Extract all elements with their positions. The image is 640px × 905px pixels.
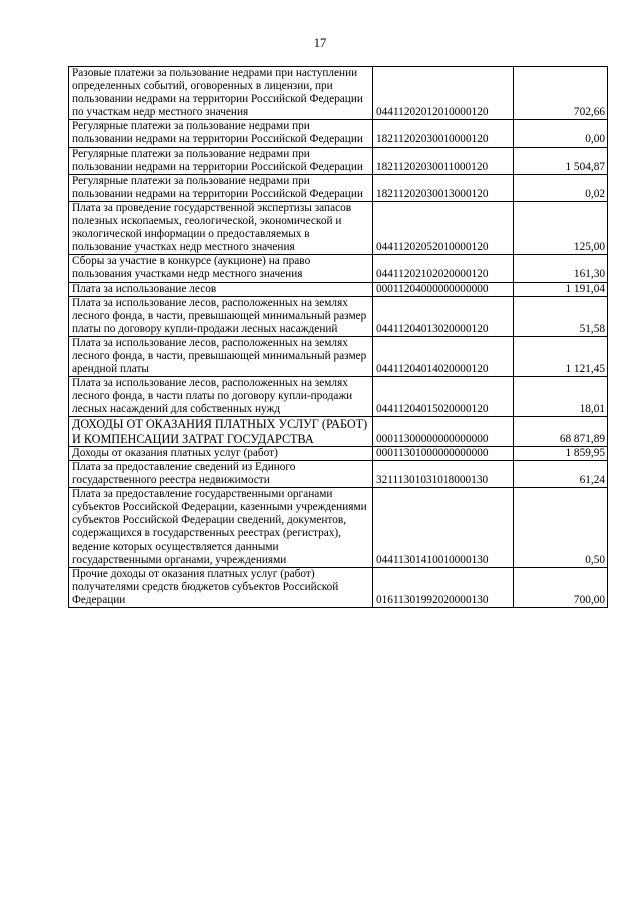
amount: 702,66: [514, 67, 608, 120]
amount: 18,01: [514, 377, 608, 417]
revenue-name: Плата за предоставление государственными органами субъектов Российской Федерации, казенными учреждениями субъектов Российской Федерации сведений, документов, содержащихся в государственных реестрах (регистрах), ведение которых осуществляется данными государственными органами, учреждениями: [69, 488, 373, 568]
revenue-name: Регулярные платежи за пользование недрами при пользовании недрами на территории Российской Федерации: [69, 147, 373, 174]
amount: 1 191,04: [514, 282, 608, 296]
table-row: [69, 147, 608, 174]
amount: 1 859,95: [514, 446, 608, 460]
amount: 68 871,89: [514, 417, 608, 446]
budget-code: 04411202052010000120: [373, 201, 514, 254]
table-row: [69, 296, 608, 336]
amount: 161,30: [514, 255, 608, 282]
table-row: [69, 336, 608, 376]
amount: 125,00: [514, 201, 608, 254]
table-row-heading: [69, 417, 608, 446]
budget-code: 00011300000000000000: [373, 417, 514, 446]
budget-code: 18211202030013000120: [373, 174, 514, 201]
revenue-name: ДОХОДЫ ОТ ОКАЗАНИЯ ПЛАТНЫХ УСЛУГ (РАБОТ) И КОМПЕНСАЦИИ ЗАТРАТ ГОСУДАРСТВА: [69, 417, 373, 446]
budget-code: 01611301992020000130: [373, 567, 514, 607]
table-row: [69, 174, 608, 201]
budget-code: 00011204000000000000: [373, 282, 514, 296]
budget-code: 04411202102020000120: [373, 255, 514, 282]
revenue-name: Разовые платежи за пользование недрами при наступлении определенных событий, оговоренных в лицензии, при пользовании недрами на территории Российской Федерации по участкам недр местного значения: [69, 67, 373, 120]
table-row: [69, 446, 608, 460]
amount: 51,58: [514, 296, 608, 336]
table-row: [69, 67, 608, 120]
table-row: [69, 460, 608, 487]
page-number: 17: [313, 36, 327, 50]
budget-code: 18211202030010000120: [373, 120, 514, 147]
amount: 0,50: [514, 488, 608, 568]
revenue-name: Плата за использование лесов: [69, 282, 373, 296]
budget-code: 04411301410010000130: [373, 488, 514, 568]
revenue-table: [68, 66, 608, 608]
revenue-name: Плата за использование лесов, расположенных на землях лесного фонда, в части платы по договору купли-продажи лесных насаждений для собственных нужд: [69, 377, 373, 417]
revenue-name: Плата за проведение государственной экспертизы запасов полезных ископаемых, геологической, экономической и экологической информации о предоставляемых в пользование участках недр местного значения: [69, 201, 373, 254]
amount: 0,00: [514, 120, 608, 147]
amount: 0,02: [514, 174, 608, 201]
revenue-name: Плата за предоставление сведений из Единого государственного реестра недвижимости: [69, 460, 373, 487]
amount: 1 504,87: [514, 147, 608, 174]
budget-code: 04411204015020000120: [373, 377, 514, 417]
revenue-name: Доходы от оказания платных услуг (работ): [69, 446, 373, 460]
table-row: [69, 201, 608, 254]
table-row: [69, 377, 608, 417]
amount: 1 121,45: [514, 336, 608, 376]
budget-code: 32111301031018000130: [373, 460, 514, 487]
revenue-name: Прочие доходы от оказания платных услуг (работ) получателями средств бюджетов субъектов Российской Федерации: [69, 567, 373, 607]
budget-code: 04411204014020000120: [373, 336, 514, 376]
revenue-name: Плата за использование лесов, расположенных на землях лесного фонда, в части, превышающей минимальный размер арендной платы: [69, 336, 373, 376]
amount: 700,00: [514, 567, 608, 607]
table-row: [69, 120, 608, 147]
amount: 61,24: [514, 460, 608, 487]
budget-code: 00011301000000000000: [373, 446, 514, 460]
budget-code: 18211202030011000120: [373, 147, 514, 174]
revenue-name: Регулярные платежи за пользование недрами при пользовании недрами на территории Российской Федерации: [69, 174, 373, 201]
revenue-name: Сборы за участие в конкурсе (аукционе) на право пользования участками недр местного значения: [69, 255, 373, 282]
table-row: [69, 567, 608, 607]
budget-code: 04411204013020000120: [373, 296, 514, 336]
revenue-name: Регулярные платежи за пользование недрами при пользовании недрами на территории Российской Федерации: [69, 120, 373, 147]
table-row: [69, 488, 608, 568]
table-row: [69, 282, 608, 296]
table-row: [69, 255, 608, 282]
budget-code: 04411202012010000120: [373, 67, 514, 120]
revenue-name: Плата за использование лесов, расположенных на землях лесного фонда, в части, превышающей минимальный размер платы по договору купли-продажи лесных насаждений: [69, 296, 373, 336]
